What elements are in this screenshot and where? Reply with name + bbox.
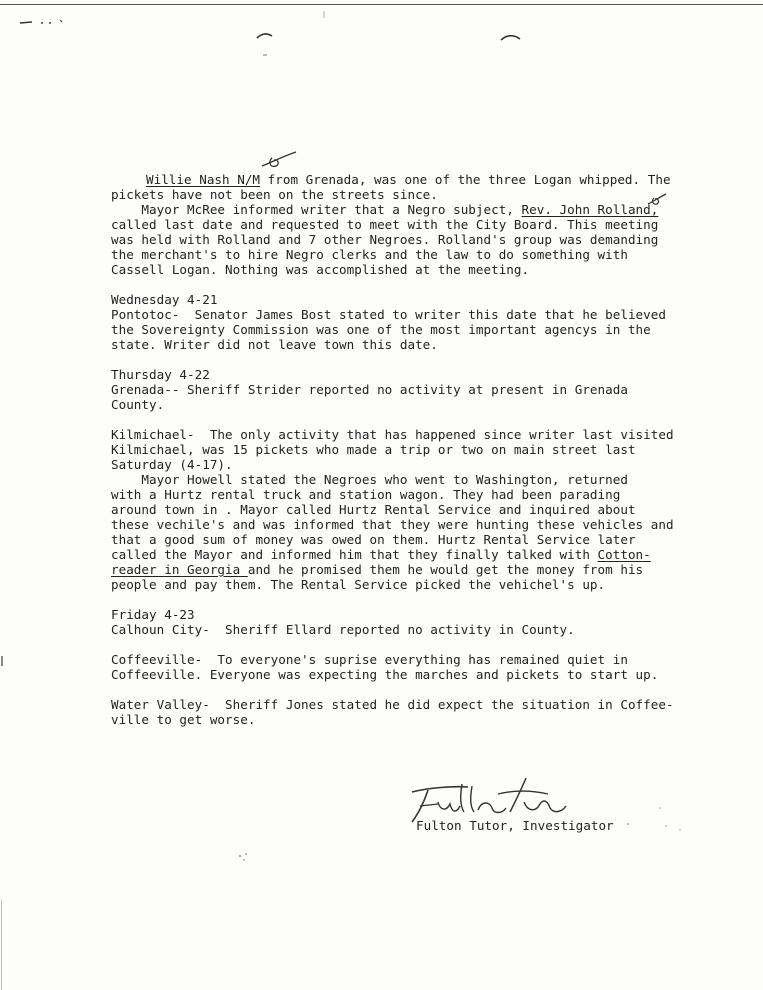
name-cotton-reader-cont: reader in Georgia <box>111 562 248 577</box>
left-edge-shadow <box>1 900 2 990</box>
fri-line1: Calhoun City- Sheriff Ellard reported no activity in County. <box>111 622 575 637</box>
date-wednesday: Wednesday 4-21 <box>111 292 218 307</box>
para1-line2: pickets have not been on the streets since. <box>111 187 438 202</box>
para2-line4: the merchant's to hire Negro clerks and the law to do something with <box>111 247 628 262</box>
coffee-line1: Coffeeville- To everyone's suprise everything has remained quiet in <box>111 652 628 667</box>
wed-line1: Pontotoc- Senator James Bost stated to writer this date that he believed <box>111 307 666 322</box>
scan-speckles <box>230 840 260 870</box>
center-dot-mark <box>321 10 327 20</box>
kil-line7: these vechile's and was informed that they were hunting these vehicles and <box>111 517 674 532</box>
kil-line6: around town in . Mayor called Hurtz Rental Service and inquired about <box>111 502 636 517</box>
kil-line11: people and pay them. The Rental Service picked the vehichel's up. <box>111 577 606 592</box>
hole-punch-mark-left <box>254 30 276 58</box>
kil-line2: Kilmichael, was 15 pickets who made a trip or two on main street last <box>111 442 636 457</box>
name-cotton-reader: Cotton- <box>597 547 651 562</box>
name-willie-nash: Willie Nash N/M <box>146 172 261 187</box>
kil-line10: reader in Georgia and he promised them he would get the money from his <box>111 562 644 577</box>
name-rev-john-rolland: Rev. John Rolland, <box>521 202 659 217</box>
kil-line1: Kilmichael- The only activity that has happened since writer last visited <box>111 427 674 442</box>
hole-punch-mark-right <box>498 30 524 46</box>
kil-line3: Saturday (4-17). <box>111 457 233 472</box>
signature-line: Fulton Tutor, Investigator <box>416 818 614 833</box>
kil-line9: called the Mayor and informed him that they finally talked with Cotton- <box>111 547 651 562</box>
wed-line3: state. Writer did not leave town this date. <box>111 337 438 352</box>
scan-speckles-right <box>620 800 690 840</box>
handwritten-mark-icon-2 <box>646 192 668 208</box>
corner-scan-mark <box>18 16 68 28</box>
kil-line5: with a Hurtz rental truck and station wagon. They had been parading <box>111 487 621 502</box>
para2-line3: was held with Rolland and 7 other Negroes. Rolland's group was demanding <box>111 232 659 247</box>
kil-line4: Mayor Howell stated the Negroes who went to Washington, returned <box>111 472 628 487</box>
water-line2: ville to get worse. <box>111 712 256 727</box>
date-thursday: Thursday 4-22 <box>111 367 210 382</box>
para2-line1: Mayor McRee informed writer that a Negro subject, Rev. John Rolland, <box>111 202 659 217</box>
thu-line2: County. <box>111 397 165 412</box>
para1-line1: Willie Nash N/M from Grenada, was one of the three Logan whipped. The <box>146 172 671 187</box>
thu-line1: Grenada-- Sheriff Strider reported no activity at present in Grenada <box>111 382 628 397</box>
kil-line8: that a good sum of money was owed on them. Hurtz Rental Service later <box>111 532 636 547</box>
para2-line5: Cassell Logan. Nothing was accomplished at the meeting. <box>111 262 530 277</box>
date-friday: Friday 4-23 <box>111 607 195 622</box>
top-border <box>0 4 763 5</box>
para2-line2: called last date and requested to meet with the City Board. This meeting <box>111 217 659 232</box>
water-line1: Water Valley- Sheriff Jones stated he did expect the situation in Coffee- <box>111 697 674 712</box>
coffee-line2: Coffeeville. Everyone was expecting the marches and pickets to start up. <box>111 667 659 682</box>
left-edge-tick <box>1 656 3 666</box>
handwritten-mark-icon <box>260 150 300 172</box>
wed-line2: the Sovereignty Commission was one of the most important agencys in the <box>111 322 651 337</box>
